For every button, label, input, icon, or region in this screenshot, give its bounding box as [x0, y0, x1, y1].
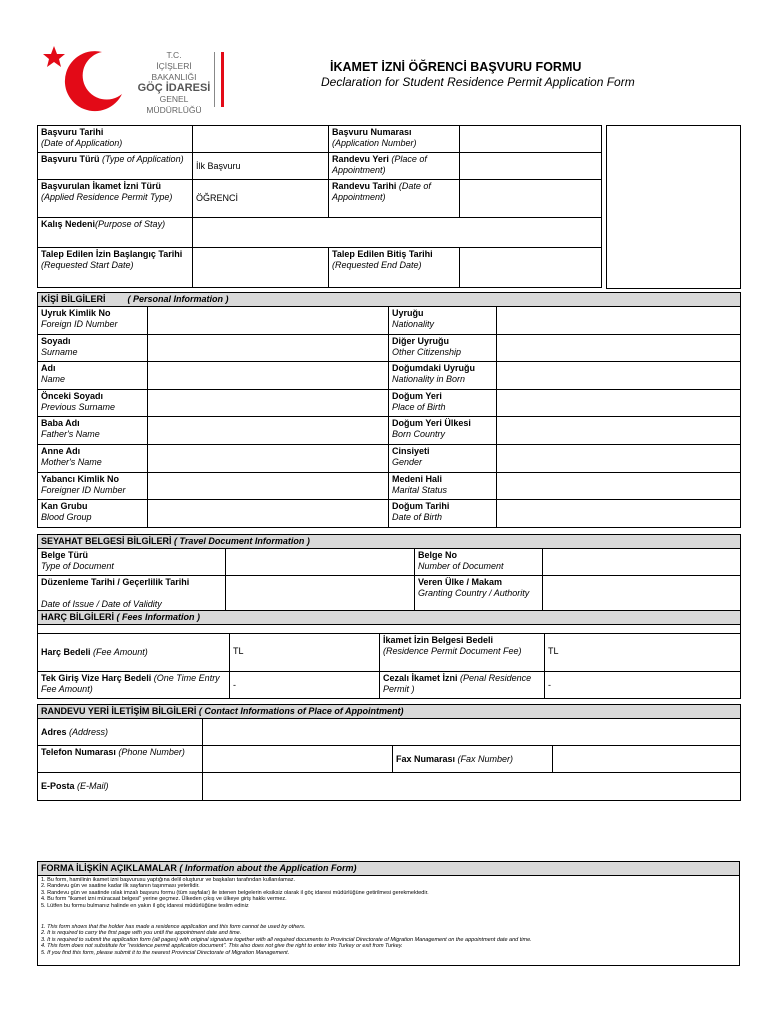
- personal-left-label: Önceki Soyadı Previous Surname: [38, 389, 148, 417]
- personal-right-field[interactable]: [497, 389, 741, 417]
- application-type-label: Başvuru Türü (Type of Application): [38, 153, 193, 180]
- doc-fee-label: İkamet İzin Belgesi Bedeli (Residence Permit Document Fee): [380, 634, 545, 672]
- personal-left-label: Uyruk Kimlik No Foreign ID Number: [38, 307, 148, 335]
- personal-left-label: Soyadı Surname: [38, 334, 148, 362]
- penal-label: Cezalı İkamet İzni (Penal Residence Permit ): [380, 672, 545, 699]
- personal-left-label: Kan Grubu Blood Group: [38, 500, 148, 528]
- application-type-field[interactable]: İlk Başvuru: [193, 153, 329, 180]
- personal-left-field[interactable]: [148, 389, 389, 417]
- fee-amount-field[interactable]: TL: [230, 634, 380, 672]
- personal-right-label: Diğer Uyruğu Other Citizenship: [389, 334, 497, 362]
- personal-row: [38, 500, 741, 528]
- purpose-field[interactable]: [193, 218, 602, 248]
- email-field[interactable]: [203, 773, 741, 801]
- notes-header: FORMA İLİŞKİN AÇIKLAMALAR ( Information about the Application Form): [38, 862, 740, 876]
- doc-number-label: Belge No Number of Document: [415, 549, 543, 576]
- personal-left-field[interactable]: [148, 500, 389, 528]
- personal-row: [38, 417, 741, 445]
- fees-header: HARÇ BİLGİLERİ ( Fees Information ): [38, 611, 741, 625]
- doc-type-field[interactable]: [226, 549, 415, 576]
- note-line: 5. Lütfen bu formu bulmanız halinde en yakın il göç idaresi müdürlüğüne teslim ediniz: [41, 902, 249, 909]
- personal-right-label: Doğum Tarihi Date of Birth: [389, 500, 497, 528]
- note-line: 3. Randevu gün ve saatinde ıslak imzalı başvuru formu (tüm sayfalar) ile istenen belgelerin eksiksiz olarak il göç idaresi müdürlüğüne getirilmesi gerekmektedir.: [41, 889, 429, 896]
- org-line-4: GENEL MÜDÜRLÜĞÜ: [146, 94, 202, 115]
- doc-fee-field[interactable]: TL: [545, 634, 741, 672]
- personal-left-field[interactable]: [148, 417, 389, 445]
- application-number-label: Başvuru Numarası (Application Number): [329, 126, 460, 153]
- personal-right-label: Doğumdaki Uyruğu Nationality in Born: [389, 362, 497, 390]
- email-label: E-Posta (E-Mail): [38, 773, 203, 801]
- end-date-field[interactable]: [460, 248, 602, 288]
- issue-date-field[interactable]: [226, 576, 415, 612]
- personal-right-field[interactable]: [497, 307, 741, 335]
- personal-info-header: KİŞİ BİLGİLERİ ( Personal Information ): [38, 293, 741, 307]
- personal-right-label: Doğum Yeri Place of Birth: [389, 389, 497, 417]
- contact-table: [37, 704, 741, 801]
- application-date-field[interactable]: [193, 126, 329, 153]
- permit-type-label: Başvurulan İkamet İzni Türü (Applied Residence Permit Type): [38, 180, 193, 218]
- personal-row: [38, 389, 741, 417]
- personal-left-field[interactable]: [148, 472, 389, 500]
- org-line-3: GÖÇ İDARESİ: [137, 82, 211, 94]
- application-date-label: Başvuru Tarihi (Date of Application): [38, 126, 193, 153]
- note-line: 1. Bu form, hamilinin ikamet izni başvurusu yaptığına delil oluşturur ve başkaları tarafından kullanılamaz.: [41, 877, 296, 883]
- appointment-place-field[interactable]: [460, 153, 602, 180]
- personal-right-label: Cinsiyeti Gender: [389, 444, 497, 472]
- fee-amount-label: Harç Bedeli (Fee Amount): [38, 634, 230, 672]
- form-subtitle: Declaration for Student Residence Permit Application Form: [321, 75, 635, 89]
- address-field[interactable]: [203, 719, 741, 746]
- photo-box[interactable]: [606, 125, 741, 289]
- doc-type-label: Belge Türü Type of Document: [38, 549, 226, 576]
- personal-left-label: Anne Adı Mother's Name: [38, 444, 148, 472]
- notes-turkish: [41, 877, 736, 909]
- org-line-1: T.C.: [166, 50, 182, 60]
- form-title: İKAMET İZNİ ÖĞRENCİ BAŞVURU FORMU: [330, 60, 582, 74]
- personal-left-field[interactable]: [148, 334, 389, 362]
- personal-left-field[interactable]: [148, 307, 389, 335]
- personal-right-field[interactable]: [497, 500, 741, 528]
- personal-right-field[interactable]: [497, 472, 741, 500]
- fees-table: [37, 610, 741, 699]
- penal-field[interactable]: -: [545, 672, 741, 699]
- granting-country-field[interactable]: [543, 576, 741, 612]
- appointment-date-label: Randevu Tarihi (Date of Appointment): [329, 180, 460, 218]
- fax-field[interactable]: [553, 746, 741, 773]
- personal-right-label: Medeni Hali Marital Status: [389, 472, 497, 500]
- notes-english: [41, 924, 736, 956]
- phone-label: Telefon Numarası (Phone Number): [38, 746, 203, 773]
- ministry-logo: [40, 44, 230, 114]
- personal-right-label: Uyruğu Nationality: [389, 307, 497, 335]
- note-line: 2. It is required to carry the first page with you until the appointment date and time.: [41, 930, 242, 937]
- personal-right-label: Doğum Yeri Ülkesi Born Country: [389, 417, 497, 445]
- notes-body: [38, 876, 740, 966]
- permit-type-field[interactable]: ÖĞRENCİ: [193, 180, 329, 218]
- issue-date-label: Düzenleme Tarihi / Geçerlilik Tarihi Date of Issue / Date of Validity: [38, 576, 226, 612]
- travel-doc-header: SEYAHAT BELGESİ BİLGİLERİ ( Travel Document Information ): [38, 535, 741, 549]
- contact-header: RANDEVU YERİ İLETİŞİM BİLGİLERİ ( Contact Informations of Place of Appointment): [38, 705, 741, 719]
- note-line: 3. It is required to submit the application form (all pages) with original signature together with all required documents to Provincial Directorate of Migration Management on the appointment date and time.: [41, 936, 532, 943]
- personal-row: [38, 444, 741, 472]
- address-label: Adres (Address): [38, 719, 203, 746]
- fax-label: Fax Numarası (Fax Number): [393, 746, 553, 773]
- personal-right-field[interactable]: [497, 334, 741, 362]
- granting-country-label: Veren Ülke / Makam Granting Country / Authority: [415, 576, 543, 612]
- appointment-place-label: Randevu Yeri (Place of Appointment): [329, 153, 460, 180]
- appointment-date-field[interactable]: [460, 180, 602, 218]
- start-date-field[interactable]: [193, 248, 329, 288]
- personal-row: [38, 334, 741, 362]
- personal-left-label: Adı Name: [38, 362, 148, 390]
- application-number-field[interactable]: [460, 126, 602, 153]
- personal-left-field[interactable]: [148, 362, 389, 390]
- personal-info-table: [37, 292, 741, 528]
- note-line: 4. This form does not substitute for "residence permit application document". This also does not give the right to enter into Turkey or exit from Turkey.: [41, 943, 403, 950]
- travel-doc-table: [37, 534, 741, 612]
- end-date-label: Talep Edilen Bitiş Tarihi (Requested End Date): [329, 248, 460, 288]
- purpose-label: Kalış Nedeni(Purpose of Stay): [38, 218, 193, 248]
- personal-left-label: Baba Adı Father's Name: [38, 417, 148, 445]
- doc-number-field[interactable]: [543, 549, 741, 576]
- visa-fee-label: Tek Giriş Vize Harç Bedeli (One Time Entry Fee Amount): [38, 672, 230, 699]
- org-line-2: İÇİŞLERİ BAKANLIĞI: [151, 61, 197, 82]
- note-line: 5. If you find this form, please submit it to the nearest Provincial Directorate of Migration Management.: [41, 949, 290, 956]
- personal-left-label: Yabancı Kimlik No Foreigner ID Number: [38, 472, 148, 500]
- application-table: [37, 125, 602, 288]
- start-date-label: Talep Edilen İzin Başlangıç Tarihi (Requested Start Date): [38, 248, 193, 288]
- personal-right-field[interactable]: [497, 444, 741, 472]
- note-line: 1. This form shows that the holder has made a residence application and this form cannot be used by others.: [41, 924, 306, 931]
- personal-row: [38, 307, 741, 335]
- personal-row: [38, 362, 741, 390]
- note-line: 4. Bu form "ikamet izni müracaat belgesi" yerine geçmez. Ülkeden çıkış ve ülkeye giriş hakkı vermez.: [41, 896, 287, 903]
- personal-right-field[interactable]: [497, 362, 741, 390]
- visa-fee-field[interactable]: -: [230, 672, 380, 699]
- personal-left-field[interactable]: [148, 444, 389, 472]
- personal-row: [38, 472, 741, 500]
- notes-table: [37, 861, 740, 966]
- phone-field[interactable]: [203, 746, 393, 773]
- note-line: 2. Randevu gün ve saatine kadar ilk sayfanın taşınması yeterlidir.: [41, 883, 200, 890]
- personal-right-field[interactable]: [497, 417, 741, 445]
